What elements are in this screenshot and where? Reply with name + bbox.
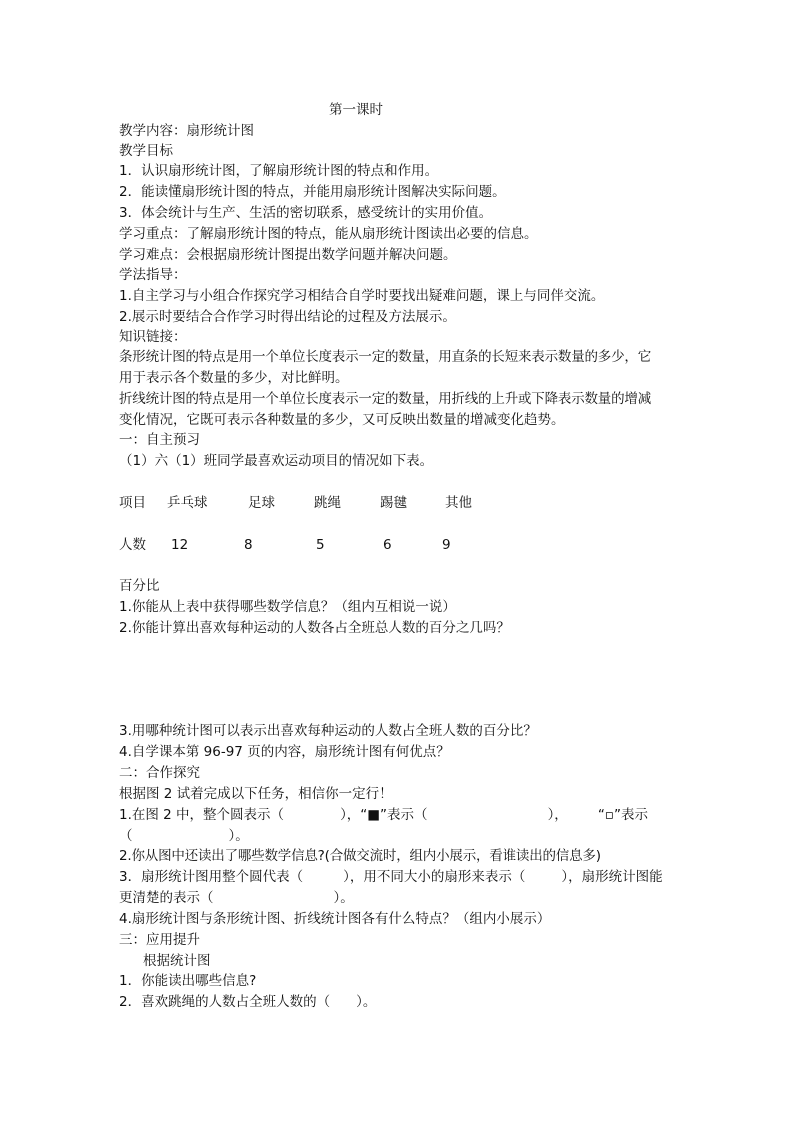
table-header-cell: 其他 — [445, 495, 472, 511]
table-header-cell: 踢毽 — [380, 495, 407, 511]
table-cell: 人数 — [119, 537, 146, 553]
method-item: 1.自主学习与小组合作探究学习相结合自学时要找出疑难问题，课上与同伴交流。 — [119, 288, 605, 304]
table-header-cell: 项目 — [119, 495, 146, 511]
section-heading: 一：自主预习 — [119, 432, 200, 448]
apply-intro: 根据统计图 — [143, 953, 211, 969]
page-title: 第一课时 — [329, 102, 383, 118]
question: 3.用哪种统计图可以表示出喜欢每种运动的人数占全班人数的百分比？ — [119, 723, 537, 739]
section-heading: 三：应用提升 — [119, 932, 200, 948]
goals-heading: 教学目标 — [119, 143, 173, 159]
question: 2.你能计算出喜欢每种运动的人数各占全班总人数的百分之几吗？ — [119, 620, 510, 636]
task-3-text: 3．扇形统计图用整个圆代表（ — [119, 869, 304, 885]
link-line-line: 折线统计图的特点是用一个单位长度表示一定的数量，用折线的上升或下降表示数量的增减 — [119, 391, 651, 407]
key-point: 学习重点：了解扇形统计图的特点，能从扇形统计图读出必要的信息。 — [119, 226, 538, 242]
task-3-cont — [119, 888, 679, 909]
table-header-cell: 跳绳 — [314, 495, 341, 511]
task-1-text: ）， — [547, 807, 568, 823]
link-bar-line: 用于表示各个数量的多少，对比鲜明。 — [119, 370, 349, 386]
method-item: 2.展示时要结合合作学习时得出结论的过程及方法展示。 — [119, 309, 456, 325]
table-cell: 9 — [442, 537, 451, 553]
task-3-text: ）。 — [333, 890, 354, 906]
link-bar-line: 条形统计图的特点是用一个单位长度表示一定的数量，用直条的长短来表示数量的多少，它 — [119, 349, 651, 365]
method-heading: 学法指导： — [119, 267, 187, 283]
task-1-text: ），“■”表示（ — [340, 807, 428, 823]
table-cell: 8 — [244, 537, 253, 553]
table-cell: 6 — [383, 537, 392, 553]
percent-label: 百分比 — [119, 578, 160, 594]
table-cell: 12 — [171, 537, 189, 553]
link-line-line: 变化情况，它既可表示各种数量的多少，又可反映出数量的增减变化趋势。 — [119, 412, 565, 428]
apply-text: ）。 — [356, 994, 377, 1010]
teaching-content: 教学内容：扇形统计图 — [119, 123, 254, 139]
section-heading: 二：合作探究 — [119, 765, 200, 781]
apply-question: 1．你能读出哪些信息? — [119, 973, 257, 989]
question: 4.自学课本第 96-97 页的内容，扇形统计图有何优点？ — [119, 744, 450, 760]
task-2: 2.你从图中还读出了哪些数学信息?(合做交流时，组内小展示，看谁读出的信息多) — [119, 848, 601, 864]
task-intro: 根据图 2 试着完成以下任务，相信你一定行！ — [119, 786, 393, 802]
apply-question — [119, 992, 679, 1013]
task-1 — [119, 805, 679, 826]
table-cell: 5 — [316, 537, 325, 553]
task-3-text: ），扇形统计图能 — [561, 869, 663, 885]
task-1-text: 1.在图 2 中，整个圆表示（ — [119, 807, 285, 823]
task-4: 4.扇形统计图与条形统计图、折线统计图各有什么特点？（组内小展示） — [119, 911, 551, 927]
task-1-text: ）。 — [228, 828, 249, 844]
table-header-cell: 足球 — [248, 495, 275, 511]
question: 1.你能从上表中获得哪些数学信息？（组内互相说一说） — [119, 599, 456, 615]
goal-item: 3．体会统计与生产、生活的密切联系，感受统计的实用价值。 — [119, 205, 493, 221]
task-1-text: “▫”表示 — [597, 807, 648, 823]
task-3 — [119, 867, 679, 888]
task-1-text: （ — [119, 828, 133, 844]
apply-text: 2．喜欢跳绳的人数占全班人数的（ — [119, 994, 331, 1010]
task-3-text: 更清楚的表示（ — [119, 890, 214, 906]
difficulty: 学习难点：会根据扇形统计图提出数学问题并解决问题。 — [119, 247, 457, 263]
goal-item: 1．认识扇形统计图，了解扇形统计图的特点和作用。 — [119, 163, 439, 179]
table-header-cell: 乒乓球 — [167, 495, 208, 511]
task-1-cont — [119, 826, 679, 847]
task-3-text: ），用不同大小的扇形来表示（ — [343, 869, 526, 885]
survey-intro: （1）六（1）班同学最喜欢运动项目的情况如下表。 — [119, 453, 434, 469]
goal-item: 2．能读懂扇形统计图的特点，并能用扇形统计图解决实际问题。 — [119, 184, 506, 200]
link-heading: 知识链接： — [119, 329, 187, 345]
